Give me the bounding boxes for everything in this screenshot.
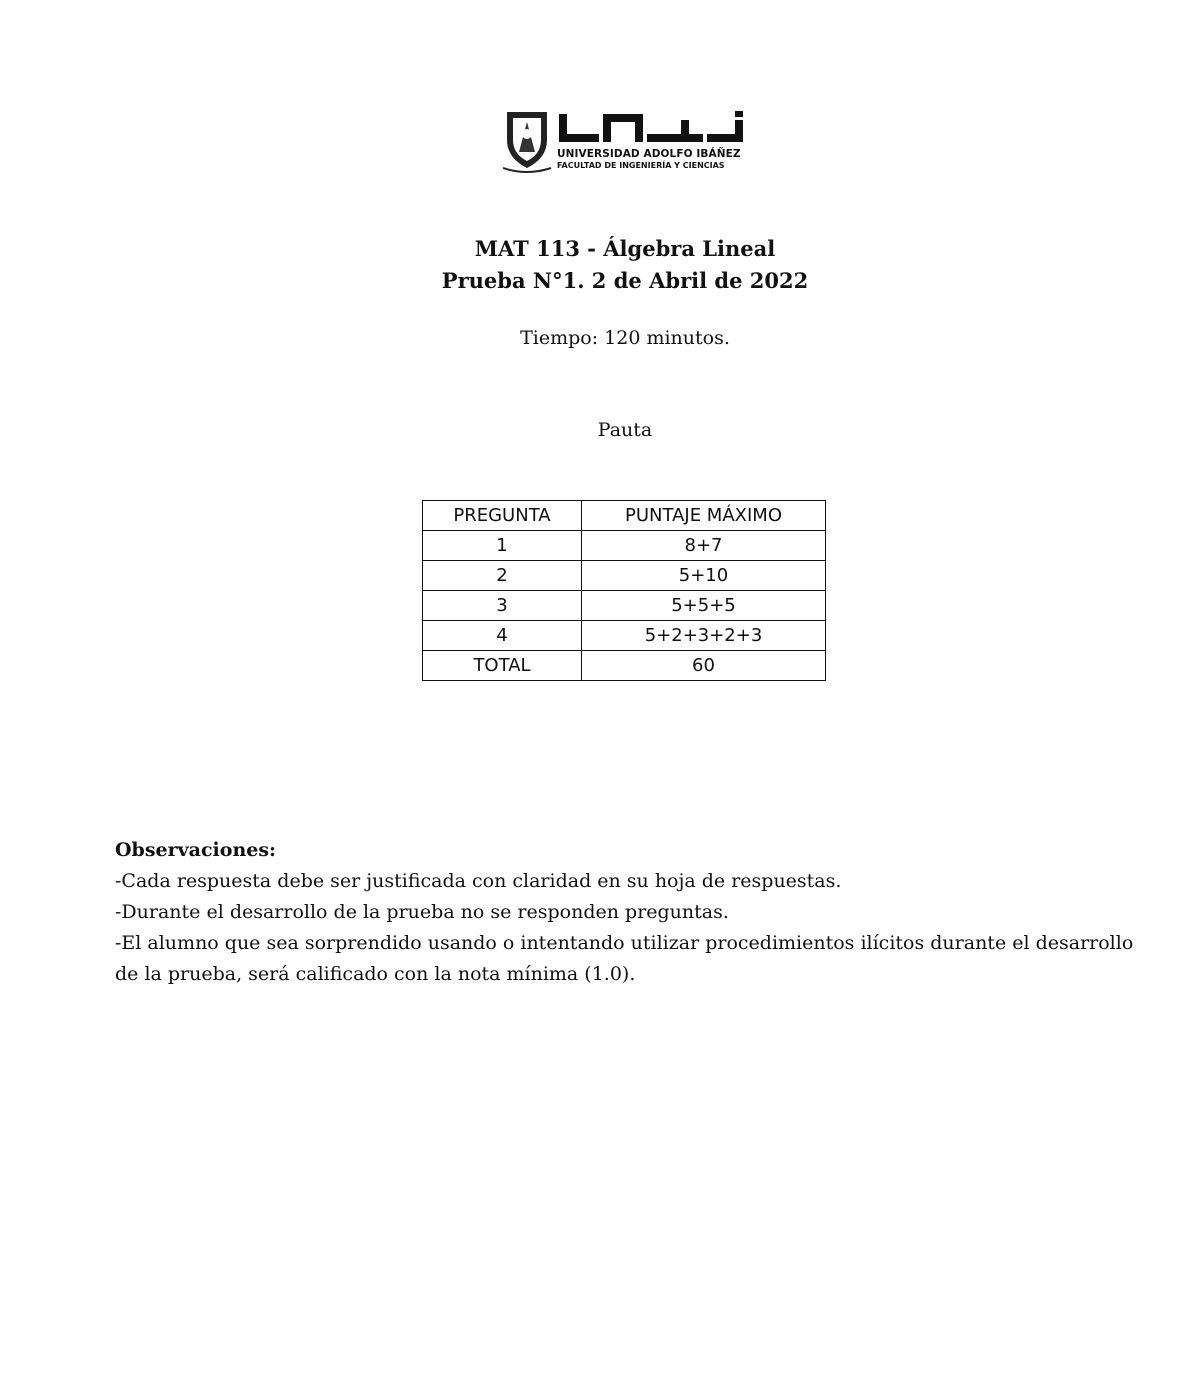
- table-row: [423, 531, 826, 561]
- observations-heading: Observaciones:: [115, 839, 277, 861]
- table-header-row: [423, 501, 826, 531]
- observation-item: -Cada respuesta debe ser justificada con claridad en su hoja de respuestas.: [115, 870, 842, 892]
- table-row: [423, 621, 826, 651]
- exam-time: Tiempo: 120 minutos.: [520, 327, 730, 349]
- table-cell-score: 5+5+5: [582, 591, 826, 621]
- table-cell-question: 4: [423, 621, 582, 651]
- logo-faculty-name: FACULTAD DE INGENIERÍA Y CIENCIAS: [557, 161, 725, 170]
- observation-item: -El alumno que sea sorprendido usando o intentando utilizar procedimientos ilícitos durante el desarrollo de la prueba, será calificado con la nota mínima (1.0).: [115, 932, 1134, 985]
- observation-item: -Durante el desarrollo de la prueba no se responden preguntas.: [115, 901, 729, 923]
- table-cell-question: 3: [423, 591, 582, 621]
- table-cell-question: 1: [423, 531, 582, 561]
- table-cell-score: 8+7: [582, 531, 826, 561]
- exam-title: Prueba N°1. 2 de Abril de 2022: [441, 268, 809, 293]
- table-header-max-score: PUNTAJE MÁXIMO: [582, 501, 826, 531]
- table-header-question: PREGUNTA: [423, 501, 582, 531]
- table-total-row: [423, 651, 826, 681]
- table-cell-question: 2: [423, 561, 582, 591]
- logo-university-name: UNIVERSIDAD ADOLFO IBÁÑEZ: [557, 148, 741, 160]
- table-cell-total-label: TOTAL: [423, 651, 582, 681]
- table-cell-total-value: 60: [582, 651, 826, 681]
- document-subtitle: Pauta: [597, 419, 653, 441]
- table-cell-score: 5+10: [582, 561, 826, 591]
- table-cell-score: 5+2+3+2+3: [582, 621, 826, 651]
- observations-section: [115, 835, 1155, 990]
- table-row: [423, 591, 826, 621]
- university-logo: [503, 110, 748, 174]
- course-title: MAT 113 - Álgebra Lineal: [474, 236, 776, 261]
- table-row: [423, 561, 826, 591]
- score-table: [422, 500, 826, 681]
